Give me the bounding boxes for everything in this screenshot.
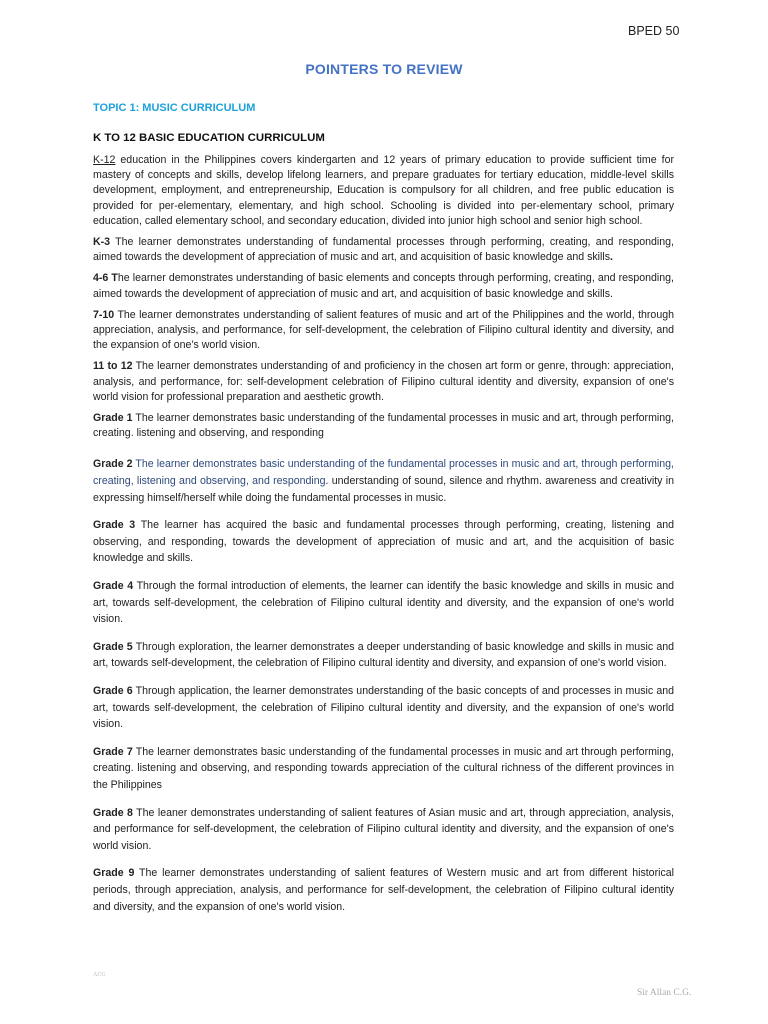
grade-text: . understanding of sound, silence and rhythm. awareness and creativity in expressing himself/herself while doing the fundamental processes in music. (93, 475, 674, 504)
document-body (93, 153, 674, 926)
grade-paragraph (93, 517, 674, 567)
level-paragraph (93, 308, 674, 354)
grade-text: Through the formal introduction of elements, the learner can identify the basic knowledge and skills in music and art, towards self-development, the celebration of Filipino cultural identity and diversity, and the expansion of one's world vision. (93, 580, 675, 626)
course-code: BPED 50 (628, 24, 680, 38)
grade-paragraph (93, 805, 674, 855)
grade-paragraph (93, 683, 674, 733)
grade-label: Grade 5 (93, 640, 133, 653)
grade-text: The learner demonstrates basic understanding of the fundamental processes in music and art through performing, creating. listening and observing, and responding towards appreciation of the cultural richness of the different provinces in the Philippines (93, 745, 675, 791)
level-end: . (610, 251, 613, 264)
grade-text-highlight: The learner demonstrates basic understanding of the fundamental processes in music and art, through performing, creating, listening and observing, and responding (93, 458, 674, 488)
grade-label: Grade 6 (93, 684, 133, 697)
grade-paragraph (93, 865, 674, 915)
level-label: 4-6 T (93, 272, 118, 285)
grade-label: Grade 2 (93, 458, 133, 471)
grade-paragraph (93, 411, 674, 441)
grade-text: Through exploration, the learner demonstrates a deeper understanding of basic knowledge and skills in music and art, towards self-development, the celebration of Filipino cultural identity and diversity, and expansion of one's world vision. (93, 640, 675, 670)
grade-text: The learner demonstrates basic understanding of the fundamental processes in music and art, through performing, creating. listening and observing, and responding (93, 412, 674, 440)
level-text: he learner demonstrates understanding of basic elements and concepts through performing, creating, and responding, aimed towards the development of appreciation of music and art, and acquisition of basic knowledge and skills. (93, 272, 674, 300)
level-text: The learner demonstrates understanding of and proficiency in the chosen art form or genre, through: appreciation, analysis, and performance, for: self-development celebration of Filipino cultural identity and diversity, expansion of one's world vision for professional preparation and aesthetic growth. (93, 360, 674, 403)
grade-label: Grade 8 (93, 806, 133, 819)
level-paragraph (93, 271, 674, 301)
grade-paragraph (93, 578, 674, 628)
grade-text: The leaner demonstrates understanding of salient features of Asian music and art, through appreciation, analysis, and performance for self-development, the celebration of Filipino cultural identity and diversity, and the expansion of one's world vision. (93, 806, 674, 852)
intro-paragraph (93, 153, 674, 229)
grade-paragraph (93, 456, 674, 506)
topic-heading: TOPIC 1: MUSIC CURRICULUM (93, 102, 256, 114)
footer-author: Sir Allan C.G. (637, 988, 692, 998)
grade-text: The learner demonstrates understanding of salient features of Western music and art from different historical periods, through appreciation, analysis, and performance for self-development, the celebration of Filipino cultural identity and diversity, and the expansion of one's world vision. (93, 867, 674, 913)
level-text: The learner demonstrates understanding of salient features of music and art of the Philippines and the world, through appreciation, analysis, and performance, for self-development, the celebration of Filipino cultural identity and diversity, and the expansion of one’s world vision. (93, 308, 674, 352)
grade-label: Grade 9 (93, 867, 135, 880)
level-label: 11 to 12 (93, 360, 133, 373)
footer-initials: ACG (93, 972, 106, 978)
grade-label: Grade 4 (93, 580, 134, 593)
grade-label: Grade 1 (93, 412, 133, 425)
grade-label: Grade 7 (93, 745, 133, 758)
grade-paragraph (93, 639, 674, 672)
level-label: 7-10 (93, 308, 115, 321)
level-paragraph (93, 359, 674, 405)
section-heading: K TO 12 BASIC EDUCATION CURRICULUM (93, 132, 325, 144)
level-text: The learner demonstrates understanding of fundamental processes through performing, creating, and responding, aimed towards the development of appreciation of music and art, and acquisition of basic knowledge and skills (93, 236, 674, 264)
intro-text: education in the Philippines covers kindergarten and 12 years of primary education to provide sufficient time for mastery of concepts and skills, develop lifelong learners, and prepare graduates for tertiary education, middle-level skills development, employment, and entrepreneurship, Education is compulsory for all children, and free public education is provided for per-elementary, elementary, and high school. Schooling is divided into per-elementary school, primary education, called elementary school, and secondary education, divided into junior high school and senior high school. (93, 154, 674, 227)
grade-label: Grade 3 (93, 519, 136, 532)
level-label: K-3 (93, 236, 111, 249)
level-paragraph (93, 235, 674, 265)
grade-text: Through application, the learner demonstrates understanding of the basic concepts of and processes in music and art, towards self-development, the celebration of Filipino cultural identity and diversity, and the expansion of one's world vision. (93, 684, 675, 731)
grade-text: The learner has acquired the basic and fundamental processes through performing, creating, listening and observing, and responding, towards the development of appreciation of music and art, and the acquisition of basic knowledge and skills. (93, 519, 674, 565)
intro-lead: K-12 (93, 154, 116, 166)
grade-paragraph (93, 744, 674, 794)
page-title: POINTERS TO REVIEW (305, 61, 463, 77)
